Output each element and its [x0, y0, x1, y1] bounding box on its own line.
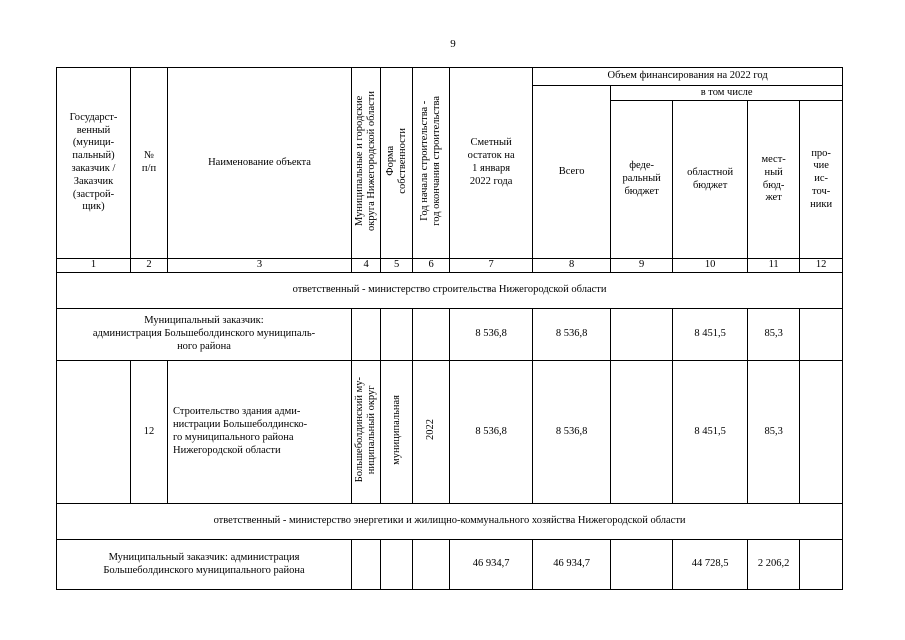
section-title-energy: ответственный - министерство энергетики и жилищно-коммунального хозяйства Нижегородской области: [57, 504, 843, 540]
header-total: Всего: [533, 86, 611, 259]
table-row: [57, 361, 843, 504]
header-local: мест- ный бюд- жет: [748, 101, 800, 259]
cell-years: [413, 540, 450, 590]
cell-district: Большеболдинский му- ниципальный округ: [352, 361, 381, 504]
header-other: про- чие ис- точ- ники: [800, 101, 843, 259]
object-name: Строительство здания адми- нистрации Большеболдинско- го муниципального района Нижегородской области: [168, 361, 352, 504]
cell-local: 2 206,2: [748, 540, 800, 590]
page-number: 9: [450, 38, 456, 50]
financing-table: [56, 67, 843, 590]
cell-years: 2022: [413, 361, 450, 504]
column-numbers-row: [57, 259, 843, 273]
cell-number: 12: [131, 361, 168, 504]
cell-customer: [57, 361, 131, 504]
col-number: 3: [168, 259, 352, 273]
cell-other: [800, 540, 843, 590]
header-ownership: Форма собственности: [381, 68, 413, 259]
cell-other: [800, 361, 843, 504]
header-federal: феде- ральный бюджет: [611, 101, 673, 259]
cell-regional: 8 451,5: [673, 361, 748, 504]
cell-ownership: [381, 309, 413, 361]
cell-federal: [611, 540, 673, 590]
header-funding-title: Объем финансирования на 2022 год: [533, 68, 843, 86]
customer-name: Муниципальный заказчик: администрация Большеболдинского муниципаль- ного района: [57, 309, 352, 361]
col-number: 10: [673, 259, 748, 273]
col-number: 2: [131, 259, 168, 273]
cell-federal: [611, 361, 673, 504]
cell-years: [413, 309, 450, 361]
col-number: 6: [413, 259, 450, 273]
header-district: Муниципальные и городские округа Нижегородской области: [352, 68, 381, 259]
cell-total: 8 536,8: [533, 361, 611, 504]
cell-local: 85,3: [748, 309, 800, 361]
col-number: 11: [748, 259, 800, 273]
header-customer: Государст- венный (муници- пальный) заказчик / Заказчик (застрой- щик): [57, 68, 131, 259]
cell-estimate: 8 536,8: [450, 361, 533, 504]
cell-ownership: муниципальная: [381, 361, 413, 504]
cell-estimate: 8 536,8: [450, 309, 533, 361]
cell-total: 8 536,8: [533, 309, 611, 361]
cell-federal: [611, 309, 673, 361]
col-number: 1: [57, 259, 131, 273]
header-object-name: Наименование объекта: [168, 68, 352, 259]
header-including: в том числе: [611, 86, 843, 101]
table-row: [57, 309, 843, 361]
col-number: 4: [352, 259, 381, 273]
cell-district: [352, 309, 381, 361]
col-number: 12: [800, 259, 843, 273]
header-regional: областной бюджет: [673, 101, 748, 259]
col-number: 9: [611, 259, 673, 273]
cell-total: 46 934,7: [533, 540, 611, 590]
header-estimate: Сметный остаток на 1 января 2022 года: [450, 68, 533, 259]
col-number: 7: [450, 259, 533, 273]
col-number: 8: [533, 259, 611, 273]
table-row: [57, 540, 843, 590]
cell-other: [800, 309, 843, 361]
header-number: № п/п: [131, 68, 168, 259]
cell-regional: 44 728,5: [673, 540, 748, 590]
cell-estimate: 46 934,7: [450, 540, 533, 590]
cell-district: [352, 540, 381, 590]
cell-regional: 8 451,5: [673, 309, 748, 361]
section-title-construction: ответственный - министерство строительства Нижегородской области: [57, 273, 843, 309]
customer-name: Муниципальный заказчик: администрация Большеболдинского муниципального района: [57, 540, 352, 590]
header-years: Год начала строительства - год окончания строительства: [413, 68, 450, 259]
col-number: 5: [381, 259, 413, 273]
cell-ownership: [381, 540, 413, 590]
cell-local: 85,3: [748, 361, 800, 504]
